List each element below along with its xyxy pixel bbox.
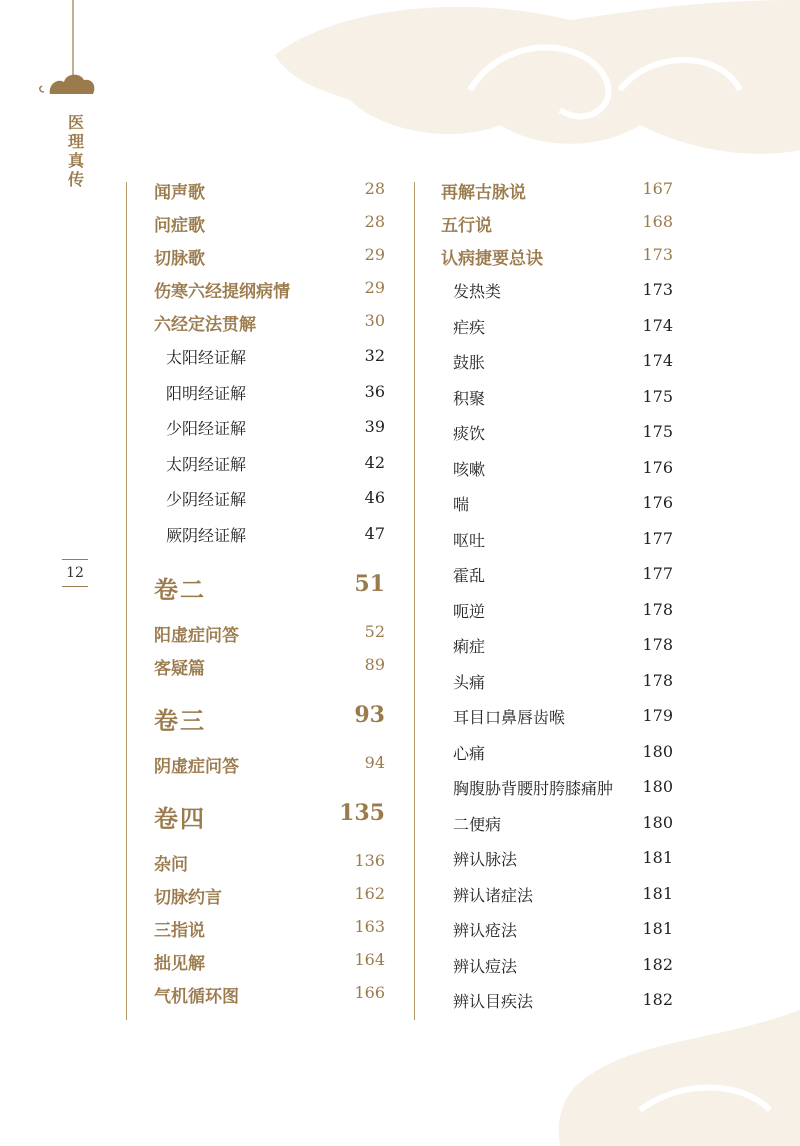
toc-entry-title: 太阴经证解 [166, 454, 247, 474]
toc-entry-page: 177 [642, 564, 673, 583]
toc-entry-page: 30 [364, 311, 385, 330]
toc-subsection-entry[interactable] [441, 593, 673, 629]
toc-entry-page: 176 [642, 457, 673, 477]
toc-volume-heading[interactable] [154, 781, 385, 846]
toc-section-entry[interactable] [154, 846, 385, 879]
toc-section-entry[interactable] [441, 207, 673, 240]
toc-entry-page: 173 [642, 280, 673, 299]
toc-entry-title: 辨认疮法 [453, 921, 518, 940]
toc-entry-page: 93 [354, 702, 385, 728]
toc-entry-title: 辨认诸症法 [453, 885, 534, 905]
toc-section-entry[interactable] [154, 879, 385, 912]
toc-column-left [154, 174, 385, 1011]
toc-entry-page: 39 [364, 417, 385, 436]
page-number: 12 [62, 559, 88, 587]
toc-entry-page: 175 [642, 386, 673, 406]
toc-subsection-entry[interactable] [441, 451, 673, 487]
toc-section-entry[interactable] [154, 912, 385, 945]
toc-entry-page: 179 [642, 706, 673, 725]
toc-entry-title: 心痛 [453, 743, 486, 763]
toc-entry-page: 32 [364, 346, 385, 365]
toc-entry-page: 178 [642, 635, 673, 654]
toc-entry-page: 47 [364, 523, 385, 543]
toc-entry-title: 阳虚症问答 [154, 626, 239, 646]
toc-subsection-entry[interactable] [154, 375, 385, 411]
toc-entry-page: 178 [642, 670, 673, 690]
column-divider-left [126, 182, 127, 1020]
toc-subsection-entry[interactable] [441, 380, 673, 416]
toc-entry-page: 42 [364, 452, 385, 472]
toc-subsection-entry[interactable] [441, 806, 673, 842]
toc-entry-page: 182 [642, 954, 673, 974]
toc-entry-title: 切脉歌 [154, 249, 205, 269]
toc-subsection-entry[interactable] [441, 699, 673, 735]
toc-entry-title: 闻声歌 [154, 183, 205, 203]
toc-entry-title: 呕吐 [453, 530, 486, 550]
toc-section-entry[interactable] [154, 748, 385, 781]
toc-entry-title: 卷四 [154, 804, 206, 833]
toc-subsection-entry[interactable] [441, 735, 673, 771]
toc-section-entry[interactable] [154, 617, 385, 650]
toc-entry-title: 头痛 [453, 672, 486, 692]
toc-entry-title: 阴虚症问答 [154, 757, 239, 777]
toc-entry-title: 客疑篇 [154, 659, 205, 679]
toc-entry-title: 认病捷要总诀 [441, 249, 543, 269]
toc-entry-title: 霍乱 [453, 566, 486, 585]
toc-entry-title: 气机循环图 [154, 987, 239, 1007]
toc-entry-page: 166 [354, 983, 385, 1002]
toc-subsection-entry[interactable] [441, 948, 673, 984]
toc-subsection-entry[interactable] [154, 339, 385, 375]
toc-section-entry[interactable] [154, 240, 385, 273]
toc-volume-heading[interactable] [154, 683, 385, 748]
toc-volume-heading[interactable] [154, 552, 385, 617]
toc-entry-title: 二便病 [453, 814, 502, 834]
column-divider-middle [414, 182, 415, 1020]
toc-section-entry[interactable] [154, 306, 385, 339]
toc-entry-page: 136 [354, 851, 385, 870]
toc-section-entry[interactable] [154, 650, 385, 683]
toc-entry-page: 164 [354, 950, 385, 969]
toc-subsection-entry[interactable] [154, 410, 385, 446]
toc-section-entry[interactable] [441, 174, 673, 207]
toc-entry-title: 伤寒六经提纲病情 [154, 282, 290, 302]
toc-entry-page: 162 [354, 884, 385, 903]
toc-entry-page: 181 [642, 919, 673, 938]
toc-subsection-entry[interactable] [441, 912, 673, 948]
toc-entry-title: 疟疾 [453, 317, 486, 337]
toc-entry-page: 46 [364, 488, 385, 507]
toc-entry-title: 三指说 [154, 921, 205, 941]
toc-column-right [441, 174, 673, 1019]
toc-entry-page: 174 [642, 351, 673, 370]
toc-entry-page: 29 [364, 278, 385, 297]
toc-subsection-entry[interactable] [441, 983, 673, 1019]
toc-entry-title: 少阳经证解 [166, 419, 247, 438]
toc-entry-title: 胸腹胁背腰肘胯膝痛肿 [453, 779, 614, 798]
toc-entry-page: 135 [339, 800, 385, 826]
toc-entry-page: 29 [364, 245, 385, 264]
toc-subsection-entry[interactable] [441, 841, 673, 877]
toc-entry-title: 五行说 [441, 216, 492, 236]
toc-section-entry[interactable] [154, 945, 385, 978]
toc-entry-page: 167 [642, 179, 673, 198]
toc-entry-title: 少阴经证解 [166, 490, 247, 509]
toc-entry-title: 耳目口鼻唇齿喉 [453, 708, 566, 727]
toc-subsection-entry[interactable] [154, 517, 385, 553]
toc-entry-page: 28 [364, 212, 385, 231]
toc-subsection-entry[interactable] [441, 877, 673, 913]
toc-entry-title: 阳明经证解 [166, 383, 247, 403]
toc-entry-page: 168 [642, 212, 673, 231]
toc-entry-title: 再解古脉说 [441, 183, 526, 203]
toc-subsection-entry[interactable] [441, 628, 673, 664]
toc-subsection-entry[interactable] [441, 770, 673, 806]
toc-subsection-entry[interactable] [441, 309, 673, 345]
toc-subsection-entry[interactable] [441, 664, 673, 700]
toc-section-entry[interactable] [154, 207, 385, 240]
toc-entry-page: 181 [642, 848, 673, 867]
toc-entry-title: 太阳经证解 [166, 348, 247, 367]
toc-entry-page: 181 [642, 883, 673, 903]
toc-entry-title: 厥阴经证解 [166, 525, 247, 545]
toc-entry-title: 问症歌 [154, 216, 205, 236]
toc-entry-title: 卷二 [154, 575, 206, 604]
toc-entry-page: 177 [642, 528, 673, 548]
toc-entry-page: 94 [364, 753, 385, 772]
toc-entry-title: 辨认脉法 [453, 850, 518, 869]
toc-entry-page: 89 [364, 655, 385, 674]
toc-subsection-entry[interactable] [154, 481, 385, 517]
toc-entry-title: 辨认痘法 [453, 956, 518, 976]
toc-entry-page: 51 [354, 571, 385, 597]
toc-section-entry[interactable] [154, 273, 385, 306]
toc-entry-title: 痰饮 [453, 424, 486, 443]
toc-entry-page: 173 [642, 245, 673, 264]
toc-entry-page: 28 [364, 179, 385, 198]
toc-entry-title: 鼓胀 [453, 353, 486, 372]
toc-entry-page: 176 [642, 493, 673, 512]
toc-section-entry[interactable] [441, 240, 673, 273]
toc-entry-page: 178 [642, 599, 673, 619]
toc-subsection-entry[interactable] [441, 557, 673, 593]
toc-entry-title: 卷三 [154, 706, 206, 735]
toc-entry-title: 辨认目疾法 [453, 992, 534, 1011]
toc-subsection-entry[interactable] [441, 522, 673, 558]
toc-section-entry[interactable] [154, 174, 385, 207]
toc-entry-page: 180 [642, 812, 673, 832]
toc-entry-page: 182 [642, 990, 673, 1009]
toc-entry-title: 六经定法贯解 [154, 315, 256, 335]
toc-entry-page: 174 [642, 315, 673, 335]
toc-entry-title: 积聚 [453, 388, 486, 408]
book-side-title: 医理真传 [67, 113, 84, 189]
toc-entry-page: 36 [364, 381, 385, 401]
toc-subsection-entry[interactable] [441, 344, 673, 380]
toc-entry-page: 180 [642, 777, 673, 796]
toc-entry-title: 咳嗽 [453, 459, 486, 479]
toc-entry-title: 呃逆 [453, 601, 486, 621]
toc-subsection-entry[interactable] [441, 273, 673, 309]
toc-entry-page: 52 [364, 622, 385, 641]
toc-subsection-entry[interactable] [154, 446, 385, 482]
toc-subsection-entry[interactable] [441, 486, 673, 522]
toc-section-entry[interactable] [154, 978, 385, 1011]
toc-entry-title: 切脉约言 [154, 888, 222, 908]
toc-entry-title: 发热类 [453, 282, 502, 301]
toc-entry-title: 喘 [453, 495, 470, 514]
toc-entry-page: 175 [642, 422, 673, 441]
toc-entry-title: 痢症 [453, 637, 486, 656]
toc-entry-title: 杂问 [154, 855, 188, 875]
toc-entry-title: 拙见解 [154, 954, 205, 974]
toc-entry-page: 180 [642, 741, 673, 761]
toc-subsection-entry[interactable] [441, 415, 673, 451]
toc-entry-page: 163 [354, 917, 385, 936]
